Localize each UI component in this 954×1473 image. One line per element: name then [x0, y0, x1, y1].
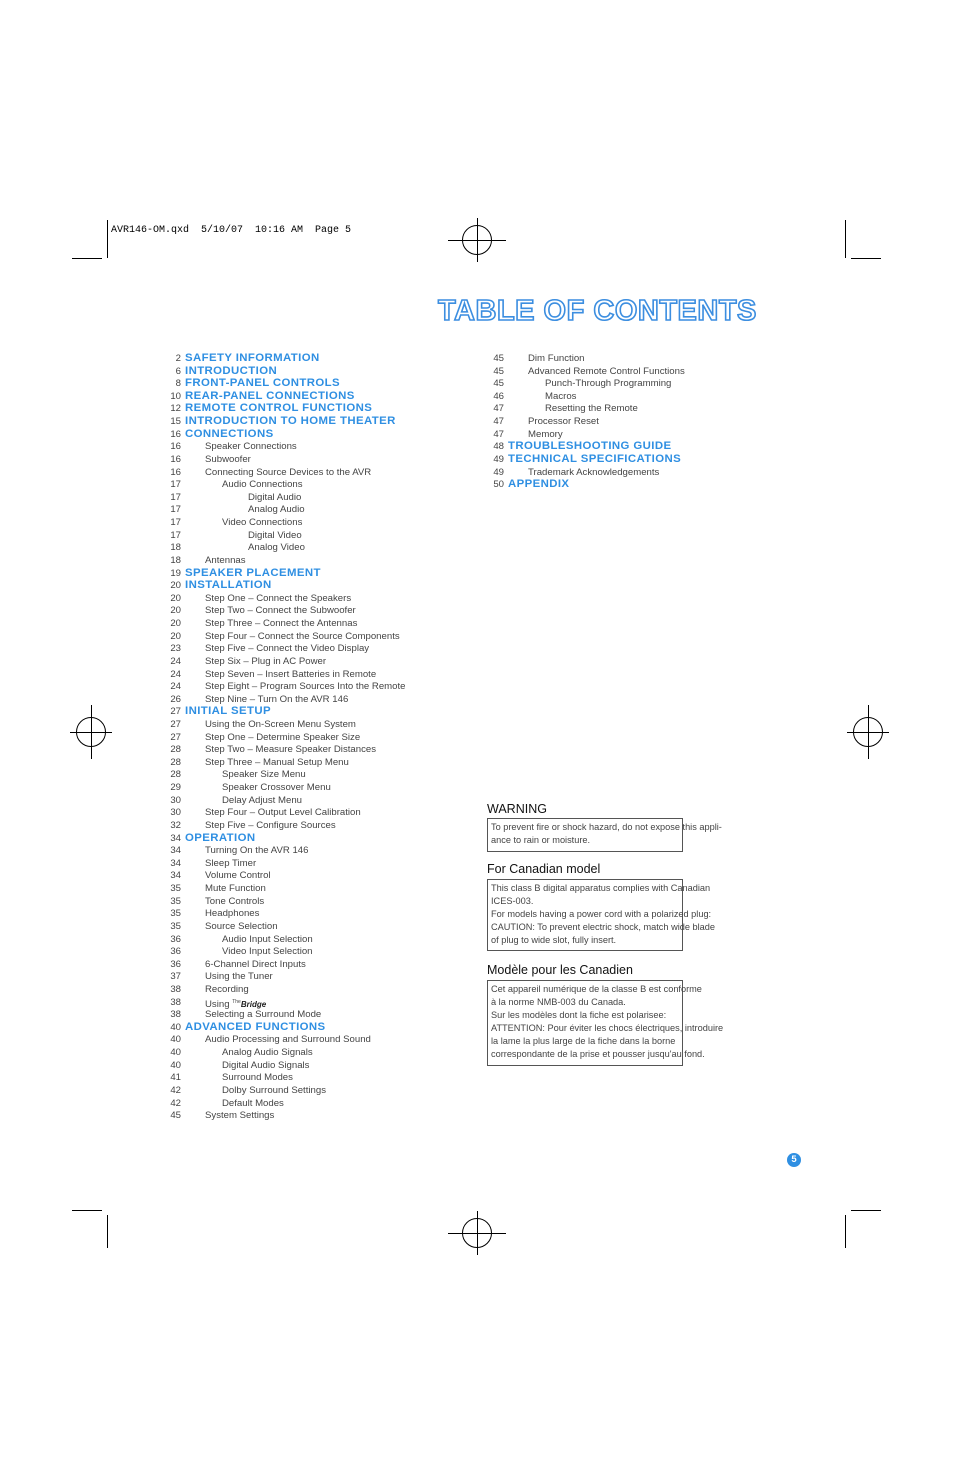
toc-page-number: 40 — [170, 1021, 181, 1033]
toc-subsection-title: Digital Video — [248, 529, 302, 541]
toc-section-title: REAR-PANEL CONNECTIONS — [185, 389, 355, 402]
toc-page-number: 45 — [493, 353, 504, 364]
toc-subsection-title: Dolby Surround Settings — [222, 1084, 326, 1096]
toc-subsection-title: Step Five – Connect the Video Display — [205, 643, 370, 655]
notice-line: ance to rain or moisture. — [491, 835, 591, 845]
notice-heading: Modèle pour les Canadien — [487, 963, 633, 977]
toc-page-number: 12 — [170, 403, 181, 415]
toc-section-title: OPERATION — [185, 831, 256, 844]
notice-line: correspondante de la prise et pousser jusqu'au fond. — [491, 1049, 705, 1059]
toc-page-number: 8 — [175, 378, 181, 390]
toc-page-number: 17 — [170, 529, 181, 541]
toc-page-number: 24 — [170, 681, 181, 693]
notice-box — [487, 879, 715, 951]
toc-page-number: 16 — [170, 441, 181, 453]
toc-subsection-title: Processor Reset — [528, 416, 599, 428]
notice-line: à la norme NMB-003 du Canada. — [491, 997, 626, 1007]
notice-box — [487, 980, 724, 1066]
toc-subsection-title: Memory — [528, 428, 563, 440]
toc-page-number: 17 — [170, 491, 181, 503]
toc-page-number: 40 — [170, 1034, 181, 1046]
notice-heading: WARNING — [487, 802, 547, 816]
toc-subsection-title: Audio Input Selection — [222, 933, 313, 945]
toc-subsection-title: Analog Audio Signals — [222, 1047, 313, 1059]
toc-subsection-title: Dim Function — [528, 353, 585, 364]
toc-subsection-title: Step Seven – Insert Batteries in Remote — [205, 668, 377, 680]
bridge-logo-prefix: The — [232, 998, 241, 1005]
toc-page-number: 17 — [170, 517, 181, 529]
toc-page-number: 38 — [170, 996, 181, 1008]
toc-subsection-title: Digital Audio Signals — [222, 1059, 310, 1071]
toc-page-number: 15 — [170, 416, 181, 428]
toc-page-number: 37 — [170, 971, 181, 983]
toc-subsection-title: Recording — [205, 984, 249, 995]
toc-page-number: 18 — [170, 542, 181, 554]
toc-page-number: 2 — [175, 353, 181, 364]
toc-page-number: 26 — [170, 693, 181, 705]
toc-page-number: 36 — [170, 933, 181, 945]
toc-page-number: 46 — [493, 390, 504, 402]
toc-subsection-title: Using $^{The}$Bridge — [205, 998, 267, 1010]
toc-page-number: 41 — [170, 1072, 181, 1084]
toc-section-title: INTRODUCTION — [185, 364, 278, 377]
toc-section-title: FRONT-PANEL CONTROLS — [185, 377, 341, 390]
toc-subsection-title: Subwoofer — [205, 453, 251, 465]
toc-subsection-title: Step Two – Connect the Subwoofer — [205, 605, 356, 617]
toc-page-number: 38 — [170, 1009, 181, 1021]
toc-page-number: 49 — [493, 453, 504, 465]
toc-page-number: 20 — [170, 592, 181, 604]
toc-page-number: 30 — [170, 794, 181, 806]
toc-page-number: 24 — [170, 655, 181, 667]
toc-page-number: 23 — [170, 643, 181, 655]
toc-subsection-title: Step Three – Connect the Antennas — [205, 618, 358, 630]
toc-subsection-title: Tone Controls — [205, 895, 265, 907]
toc-page-number: 35 — [170, 883, 181, 895]
notice-line: This class B digital apparatus complies with Canadian — [491, 883, 711, 893]
toc-page-number: 27 — [170, 706, 181, 718]
notice-line: For models having a power cord with a polarized plug: — [491, 909, 712, 919]
toc-page-number: 42 — [170, 1097, 181, 1109]
toc-section-title: SAFETY INFORMATION — [185, 352, 320, 364]
toc-page-number: 10 — [170, 390, 181, 402]
toc-page-number: 34 — [170, 857, 181, 869]
notice-line: Sur les modèles dont la fiche est polarisee: — [491, 1010, 667, 1020]
toc-section-title: REMOTE CONTROL FUNCTIONS — [185, 402, 373, 415]
toc-subsection-title: Headphones — [205, 908, 260, 920]
toc-page-number: 16 — [170, 428, 181, 440]
toc-page-number: 35 — [170, 920, 181, 932]
toc-page-number: 36 — [170, 958, 181, 970]
toc-page-number: 49 — [493, 466, 504, 478]
toc-subsection-title: Step Two – Measure Speaker Distances — [205, 744, 377, 756]
toc-subsection-title: Using the Tuner — [205, 971, 273, 983]
toc-page-number: 34 — [170, 845, 181, 857]
toc-page-number: 32 — [170, 819, 181, 831]
notice-heading: For Canadian model — [487, 862, 601, 876]
toc-page-number: 20 — [170, 618, 181, 630]
toc-subsection-title: Default Modes — [222, 1097, 284, 1109]
toc-subsection-title: Selecting a Surround Mode — [205, 1009, 322, 1021]
toc-page-number: 40 — [170, 1059, 181, 1071]
toc-subsection-title: Step Eight – Program Sources Into the Remote — [205, 681, 406, 693]
toc-subsection-title: System Settings — [205, 1110, 275, 1122]
toc-section-title: INITIAL SETUP — [185, 705, 271, 718]
toc-subsection-title: Analog Video — [248, 542, 305, 554]
toc-section-title: INSTALLATION — [185, 579, 272, 592]
toc-page-number: 28 — [170, 744, 181, 756]
toc-page-number: 45 — [493, 365, 504, 377]
toc-subsection-title: Audio Connections — [222, 479, 303, 491]
notice-line: CAUTION: To prevent electric shock, match wide blade — [491, 922, 715, 932]
toc-page-number: 27 — [170, 731, 181, 743]
toc-page-number: 17 — [170, 504, 181, 516]
toc-page-number: 20 — [170, 580, 181, 592]
toc-section-title: CONNECTIONS — [185, 427, 274, 440]
toc-page-number: 45 — [493, 378, 504, 390]
toc-subsection-title: Antennas — [205, 554, 246, 566]
toc-section-title: ADVANCED FUNCTIONS — [185, 1020, 326, 1033]
page-title: TABLE OF CONTENTS — [438, 295, 757, 327]
toc-page-number: 35 — [170, 908, 181, 920]
toc-subsection-title: Macros — [545, 390, 577, 402]
toc-section-title: TROUBLESHOOTING GUIDE — [508, 440, 672, 453]
toc-page-number: 16 — [170, 453, 181, 465]
toc-subsection-title: Digital Audio — [248, 491, 302, 503]
toc-page-number: 29 — [170, 782, 181, 794]
page-number-badge: 5 — [787, 1153, 801, 1167]
toc-page-number: 28 — [170, 756, 181, 768]
toc-section-title: INTRODUCTION TO HOME THEATER — [185, 415, 396, 428]
notice-line: To prevent fire or shock hazard, do not expose this appli- — [491, 822, 722, 832]
toc-page-number: 47 — [493, 403, 504, 415]
toc-subsection-title: Sleep Timer — [205, 857, 257, 869]
toc-page-number: 16 — [170, 466, 181, 478]
toc-page-number: 47 — [493, 428, 504, 440]
toc-subsection-title: Step Three – Manual Setup Menu — [205, 756, 349, 768]
toc-page-number: 19 — [170, 567, 181, 579]
toc-subsection-title: Step Four – Connect the Source Components — [205, 630, 400, 642]
toc-section-title: APPENDIX — [508, 478, 570, 491]
toc-subsection-title: Step Four – Output Level Calibration — [205, 807, 361, 819]
notice-line: of plug to wide slot, fully insert. — [491, 935, 617, 945]
toc-subsection-title: Step Six – Plug in AC Power — [205, 655, 327, 667]
toc-subsection-title: Step Nine – Turn On the AVR 146 — [205, 693, 349, 705]
toc-subsection-title: Speaker Size Menu — [222, 769, 306, 781]
toc-subsection-title: Delay Adjust Menu — [222, 794, 302, 806]
toc-subsection-title: Speaker Crossover Menu — [222, 782, 331, 794]
notice-box — [487, 818, 722, 852]
toc-page-number: 6 — [175, 365, 181, 377]
toc-subsection-title: Step Five – Configure Sources — [205, 819, 336, 831]
toc-page-number: 17 — [170, 479, 181, 491]
toc-section-title: TECHNICAL SPECIFICATIONS — [508, 452, 682, 465]
notice-line: ICES-003. — [491, 896, 534, 906]
toc-subsection-title: Mute Function — [205, 883, 266, 895]
toc-page-number: 45 — [170, 1110, 181, 1122]
toc-page-number: 40 — [170, 1047, 181, 1059]
toc-subsection-title: Video Connections — [222, 517, 303, 529]
toc-page-number: 34 — [170, 832, 181, 844]
toc-page-number: 24 — [170, 668, 181, 680]
toc-subsection-title: Video Input Selection — [222, 946, 313, 958]
toc-subsection-title: Using the On-Screen Menu System — [205, 718, 356, 730]
toc-subsection-title: Audio Processing and Surround Sound — [205, 1034, 371, 1046]
file-slug: AVR146-OM.qxd 5/10/07 10:16 AM Page 5 — [111, 225, 352, 236]
toc-subsection-title: Step One – Determine Speaker Size — [205, 731, 361, 743]
toc-page-number: 38 — [170, 984, 181, 995]
toc-subsection-title: Punch-Through Programming — [545, 378, 672, 390]
toc-subsection-title: Volume Control — [205, 870, 271, 882]
toc-subsection-title: Connecting Source Devices to the AVR — [205, 466, 372, 478]
toc-section-title: SPEAKER PLACEMENT — [185, 566, 321, 579]
toc-subsection-title: Advanced Remote Control Functions — [528, 365, 685, 377]
notice-line: la lame la plus large de la fiche dans la borne — [491, 1036, 676, 1046]
toc-subsection-title: 6-Channel Direct Inputs — [205, 958, 306, 970]
toc-subsection-title: Turning On the AVR 146 — [205, 845, 309, 857]
toc-page-number: 48 — [493, 441, 504, 453]
notice-line: Cet appareil numérique de la classe B est conforme — [491, 984, 702, 994]
toc-subsection-title: Source Selection — [205, 920, 278, 932]
toc-page-number: 35 — [170, 895, 181, 907]
toc-page-number: 28 — [170, 769, 181, 781]
toc-page-number: 20 — [170, 605, 181, 617]
toc-page-number: 20 — [170, 630, 181, 642]
toc-subsection-title: Step One – Connect the Speakers — [205, 592, 352, 604]
toc-page-number: 36 — [170, 946, 181, 958]
toc-page-number: 27 — [170, 718, 181, 730]
toc-page-number: 50 — [493, 479, 504, 491]
toc-page-number: 30 — [170, 807, 181, 819]
toc-page-number: 34 — [170, 870, 181, 882]
toc-subsection-title: Trademark Acknowledgements — [528, 466, 660, 478]
notice-line: ATTENTION: Pour éviter les chocs électriques, introduire — [491, 1023, 724, 1033]
toc-page-number: 47 — [493, 416, 504, 428]
bridge-logo: Bridge — [240, 999, 267, 1009]
toc-subsection-title: Speaker Connections — [205, 441, 297, 453]
toc-subsection-title: Surround Modes — [222, 1072, 293, 1084]
toc-subsection-title: Analog Audio — [248, 504, 305, 516]
toc-page-number: 42 — [170, 1084, 181, 1096]
toc-page-number: 18 — [170, 554, 181, 566]
toc-subsection-title: Resetting the Remote — [545, 403, 638, 415]
